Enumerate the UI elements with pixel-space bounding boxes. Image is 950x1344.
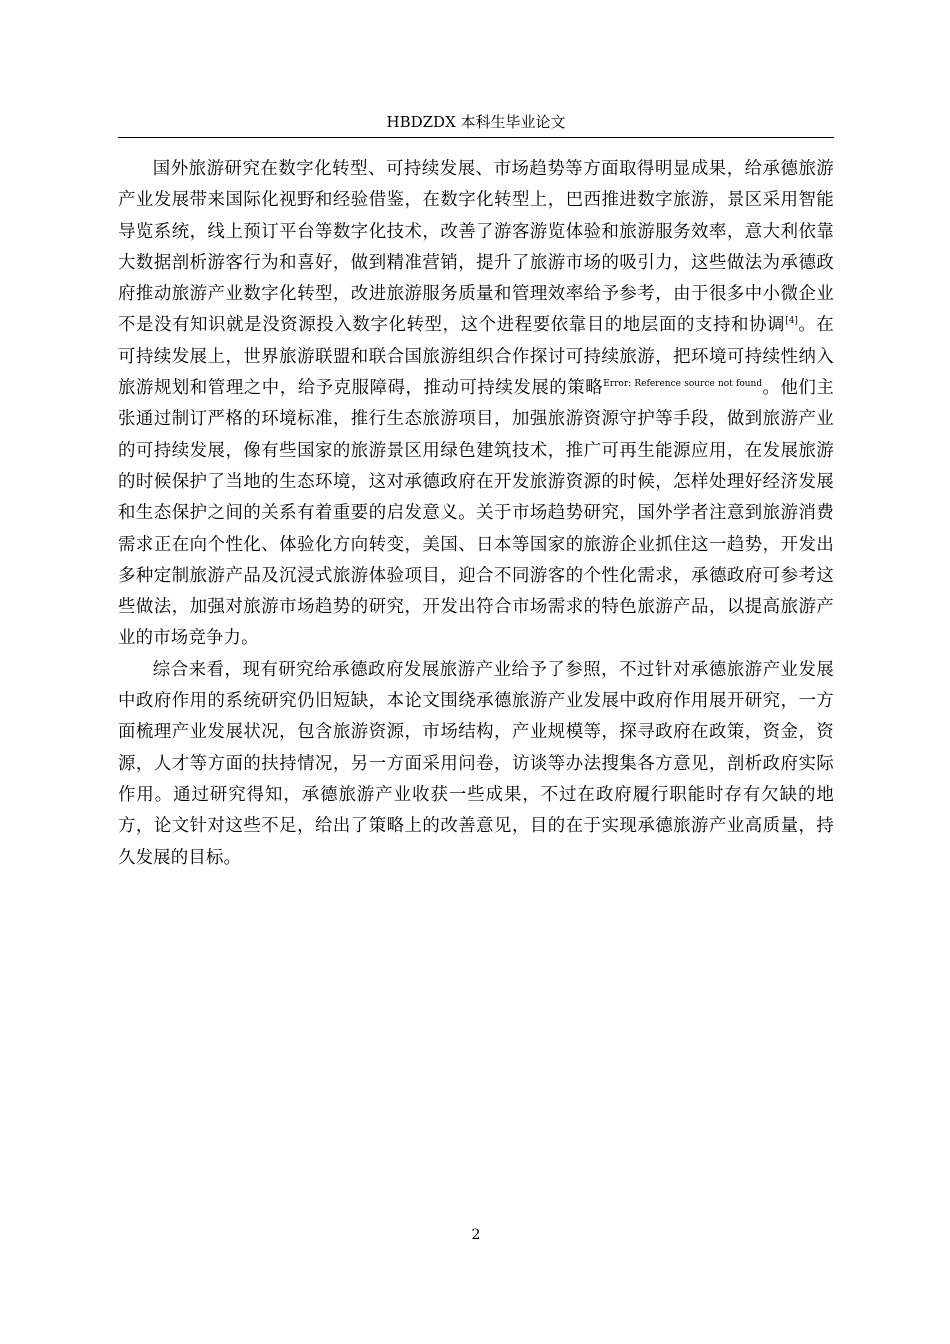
- paragraph-1-text-b: 。在可持续发展上，世界旅游联盟和联合国旅游组织合作探讨可持续旅游，把环境可持续性纳入旅游规划和管理之中，给予克服障碍，推动可持续发展的策略: [118, 315, 835, 399]
- paragraph-1-text-a: 国外旅游研究在数字化转型、可持续发展、市场趋势等方面取得明显成果，给承德旅游产业发展带来国际化视野和经验借鉴，在数字化转型上，巴西推进数字旅游，景区采用智能导览系统，线上预订平台等数字化技术，改善了游客游览体验和旅游服务效率，意大利依靠大数据剖析游客行为和喜好，做到精准营销，提升了旅游市场的吸引力，这些做法为承德政府推动旅游产业数字化转型，改进旅游服务质量和管理效率给予参考，由于很多中小微企业不是没有知识就是没资源投入数字化转型，这个进程要依靠目的地层面的支持和协调: [118, 159, 834, 336]
- page-number: 2: [471, 1227, 481, 1243]
- document-body: [118, 154, 834, 874]
- body-paragraph-2: 综合来看，现有研究给承德政府发展旅游产业给予了参照，不过针对承德旅游产业发展中政府作用的系统研究仍旧短缺，本论文围绕承德旅游产业发展中政府作用展开研究，一方面梳理产业发展状况，包含旅游资源，市场结构，产业规模等，探寻政府在政策，资金，资源，人才等方面的扶持情况，另一方面采用问卷，访谈等办法搜集各方意见，剖析政府实际作用。通过研究得知，承德旅游产业收获一些成果，不过在政府履行职能时存有欠缺的地方，论文针对这些不足，给出了策略上的改善意见，目的在于实现承德旅游产业高质量，持久发展的目标。: [118, 659, 834, 868]
- header-title: HBDZDX 本科生毕业论文: [386, 113, 566, 131]
- paragraph-1-text-c: 。他们主张通过制订严格的环境标准，推行生态旅游项目，加强旅游资源守护等手段，做到旅游产业的可持续发展，像有些国家的旅游景区用绿色建筑技术，推广可再生能源应用，在发展旅游的时候保护了当地的生态环境，这对承德政府在开发旅游资源的时候，怎样处理好经济发展和生态保护之间的关系有着重要的启发意义。关于市场趋势研究，国外学者注意到旅游消费需求正在向个性化、体验化方向转变，美国、日本等国家的旅游企业抓住这一趋势，开发出多种定制旅游产品及沉浸式旅游体验项目，迎合不同游客的个性化需求，承德政府可参考这些做法，加强对旅游市场趋势的研究，开发出符合市场需求的特色旅游产品，以提高旅游产业的市场竞争力。: [118, 378, 835, 649]
- body-paragraph-1: [118, 154, 834, 655]
- citation-error-reference[interactable]: Error: Reference source not found: [603, 379, 763, 390]
- citation-4[interactable]: [4]: [785, 316, 798, 327]
- page-header: [118, 112, 834, 138]
